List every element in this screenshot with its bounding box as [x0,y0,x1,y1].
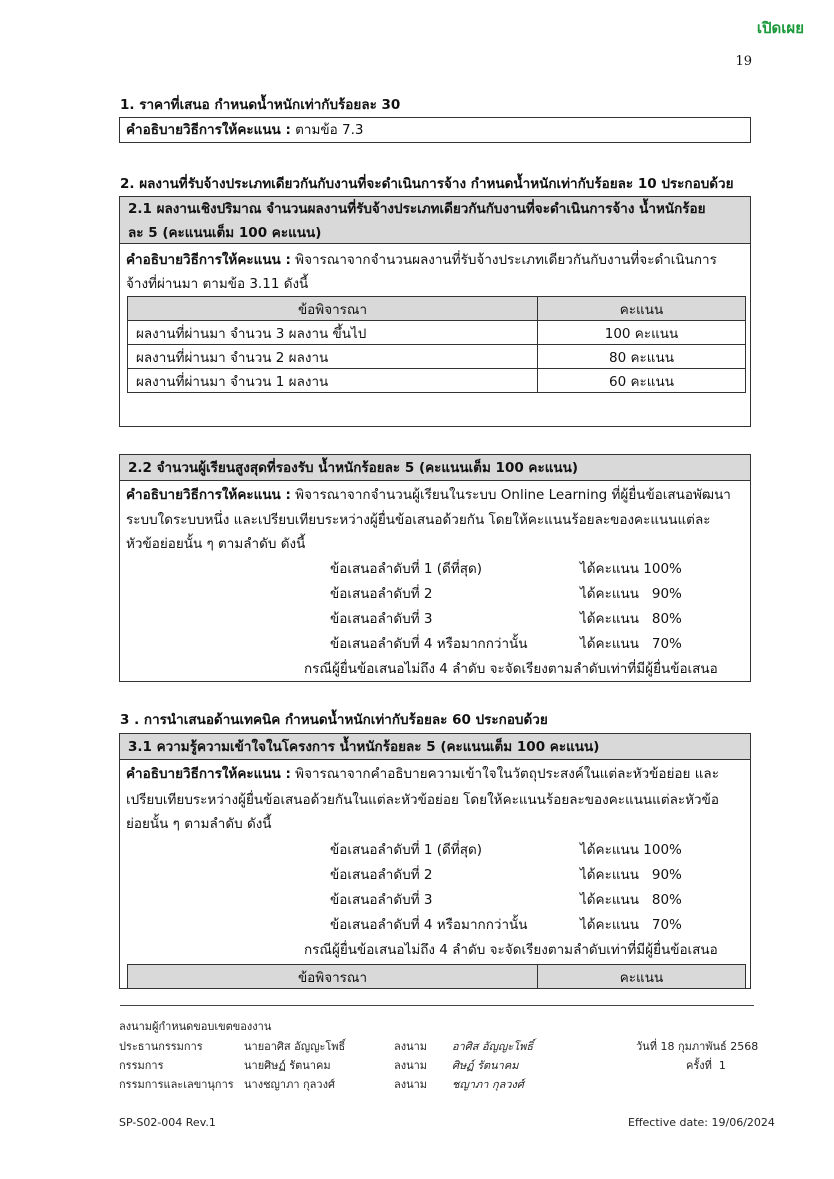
rank-note: กรณีผู้ยื่นข้อเสนอไม่ถึง 4 ลำดับ จะจัดเรียงตามลำดับเท่าที่มีผู้ยื่นข้อเสนอ [304,942,718,958]
table-cell-score: 80 คะแนน [538,345,746,369]
footer-date: วันที่ 18 กุมภาพันธ์ 2568 [636,1040,759,1053]
sub21-header [119,196,751,244]
sub21-table [127,296,746,393]
sub22-desc-2: ระบบใดระบบหนึ่ง และเปรียบเทียบระหว่างผู้ยื่นข้อเสนอด้วยกัน โดยให้คะแนนร้อยละของคะแนนแต่ละ [126,512,711,528]
table-cell-criteria: ผลงานที่ผ่านมา จำนวน 2 ผลงาน [128,345,538,369]
footer-effective-date: Effective date: 19/06/2024 [628,1116,775,1129]
sub22-desc-1 [126,483,731,507]
desc-label: คำอธิบายวิธีการให้คะแนน : [126,252,291,268]
table-row [128,369,746,393]
footer-sign-label: ลงนาม [394,1040,428,1053]
rank-score: ได้คะแนน 80% [580,892,682,908]
desc-label: คำอธิบายวิธีการให้คะแนน : [126,122,291,138]
table-header-row [128,297,746,321]
desc-label: คำอธิบายวิธีการให้คะแนน : [126,766,291,782]
footer-heading: ลงนามผู้กำหนดขอบเขตของงาน [119,1020,272,1033]
rank-score: ได้คะแนน 100% [580,561,682,577]
desc-label: คำอธิบายวิธีการให้คะแนน : [126,487,291,503]
sub21-desc-1 [126,248,717,272]
rank-score: ได้คะแนน 80% [580,611,682,627]
sub22-header [119,454,751,481]
footer-doc-code: SP-S02-004 Rev.1 [119,1116,216,1129]
footer-signature: ศิษฏ์ รัตนาคม [452,1059,519,1072]
desc-text: ตามข้อ 7.3 [290,122,364,138]
section1-box [119,117,751,143]
rank-label: ข้อเสนอลำดับที่ 1 (ดีที่สุด) [330,842,482,858]
rank-label: ข้อเสนอลำดับที่ 1 (ดีที่สุด) [330,561,482,577]
footer-role: ประธานกรรมการ [119,1040,203,1053]
rank-label: ข้อเสนอลำดับที่ 4 หรือมากกว่านั้น [330,636,528,652]
rank-label: ข้อเสนอลำดับที่ 3 [330,892,433,908]
table-cell-score: 100 คะแนน [538,321,746,345]
section1-desc [126,118,364,142]
table-header-criteria: ข้อพิจารณา [128,297,538,321]
sub31-table [127,964,746,989]
rank-score: ได้คะแนน 100% [580,842,682,858]
footer-sign-label: ลงนาม [394,1078,428,1091]
footer-revision: ครั้งที่ 1 [686,1059,726,1072]
rank-note: กรณีผู้ยื่นข้อเสนอไม่ถึง 4 ลำดับ จะจัดเรียงตามลำดับเท่าที่มีผู้ยื่นข้อเสนอ [304,661,718,677]
footer-name: นายศิษฏ์ รัตนาคม [244,1059,331,1072]
table-cell-criteria: ผลงานที่ผ่านมา จำนวน 3 ผลงาน ขึ้นไป [128,321,538,345]
footer-role: กรรมการและเลขานุการ [119,1078,234,1091]
footer-divider [120,1005,754,1006]
sub31-desc-2: เปรียบเทียบระหว่างผู้ยื่นข้อเสนอด้วยกันในแต่ละหัวข้อย่อย โดยให้คะแนนร้อยละของคะแนนแต่ละหัวข้อ [126,792,719,808]
page-number: 19 [735,54,752,69]
footer-role: กรรมการ [119,1059,164,1072]
rank-label: ข้อเสนอลำดับที่ 2 [330,586,433,602]
table-header-score: คะแนน [538,297,746,321]
table-row [128,345,746,369]
sub21-title-2: ละ 5 (คะแนนเต็ม 100 คะแนน) [128,225,322,241]
rank-score: ได้คะแนน 70% [580,636,682,652]
sub21-desc-2: จ้างที่ผ่านมา ตามข้อ 3.11 ดังนี้ [126,276,309,292]
rank-label: ข้อเสนอลำดับที่ 2 [330,867,433,883]
sub22-desc-3: หัวข้อย่อยนั้น ๆ ตามลำดับ ดังนี้ [126,536,306,552]
section2-title: 2. ผลงานที่รับจ้างประเภทเดียวกันกับงานที่จะดำเนินการจ้าง กำหนดน้ำหนักเท่ากับร้อยละ 10 ประกอบด้วย [120,176,734,192]
section1-title: 1. ราคาที่เสนอ กำหนดน้ำหนักเท่ากับร้อยละ 30 [120,97,401,113]
rank-label: ข้อเสนอลำดับที่ 3 [330,611,433,627]
sub31-header [119,733,751,760]
sub22-title: 2.2 จำนวนผู้เรียนสูงสุดที่รองรับ น้ำหนักร้อยละ 5 (คะแนนเต็ม 100 คะแนน) [128,460,579,476]
section3-title: 3 . การนำเสนอด้านเทคนิค กำหนดน้ำหนักเท่ากับร้อยละ 60 ประกอบด้วย [120,712,548,728]
sub31-desc-1 [126,762,719,786]
footer-signature: อาศิส อัญญะโพธิ์ [452,1040,534,1053]
sub31-desc-3: ย่อยนั้น ๆ ตามลำดับ ดังนี้ [126,816,272,832]
table-header-row [128,965,746,989]
footer-signature: ชญาภา กุลวงศ์ [452,1078,524,1091]
rank-score: ได้คะแนน 70% [580,917,682,933]
footer-name: นางชญาภา กุลวงศ์ [244,1078,335,1091]
sub21-title-1: 2.1 ผลงานเชิงปริมาณ จำนวนผลงานที่รับจ้างประเภทเดียวกันกับงานที่จะดำเนินการจ้าง น้ำหนักร้อย [128,201,706,217]
table-header-criteria: ข้อพิจารณา [128,965,538,989]
rank-label: ข้อเสนอลำดับที่ 4 หรือมากกว่านั้น [330,917,528,933]
rank-score: ได้คะแนน 90% [580,586,682,602]
desc-text: พิจารณาจากคำอธิบายความเข้าใจในวัตถุประสงค์ในแต่ละหัวข้อย่อย และ [290,766,719,782]
footer-sign-label: ลงนาม [394,1059,428,1072]
classification-label: เปิดเผย [756,19,804,37]
desc-text: พิจารณาจากจำนวนผู้เรียนในระบบ Online Learning ที่ผู้ยื่นข้อเสนอพัฒนา [290,487,731,503]
table-row [128,321,746,345]
rank-score: ได้คะแนน 90% [580,867,682,883]
desc-text: พิจารณาจากจำนวนผลงานที่รับจ้างประเภทเดียวกันกับงานที่จะดำเนินการ [290,252,717,268]
table-header-score: คะแนน [538,965,746,989]
sub31-title: 3.1 ความรู้ความเข้าใจในโครงการ น้ำหนักร้อยละ 5 (คะแนนเต็ม 100 คะแนน) [128,739,600,755]
footer-name: นายอาศิส อัญญะโพธิ์ [244,1040,346,1053]
table-cell-criteria: ผลงานที่ผ่านมา จำนวน 1 ผลงาน [128,369,538,393]
table-cell-score: 60 คะแนน [538,369,746,393]
